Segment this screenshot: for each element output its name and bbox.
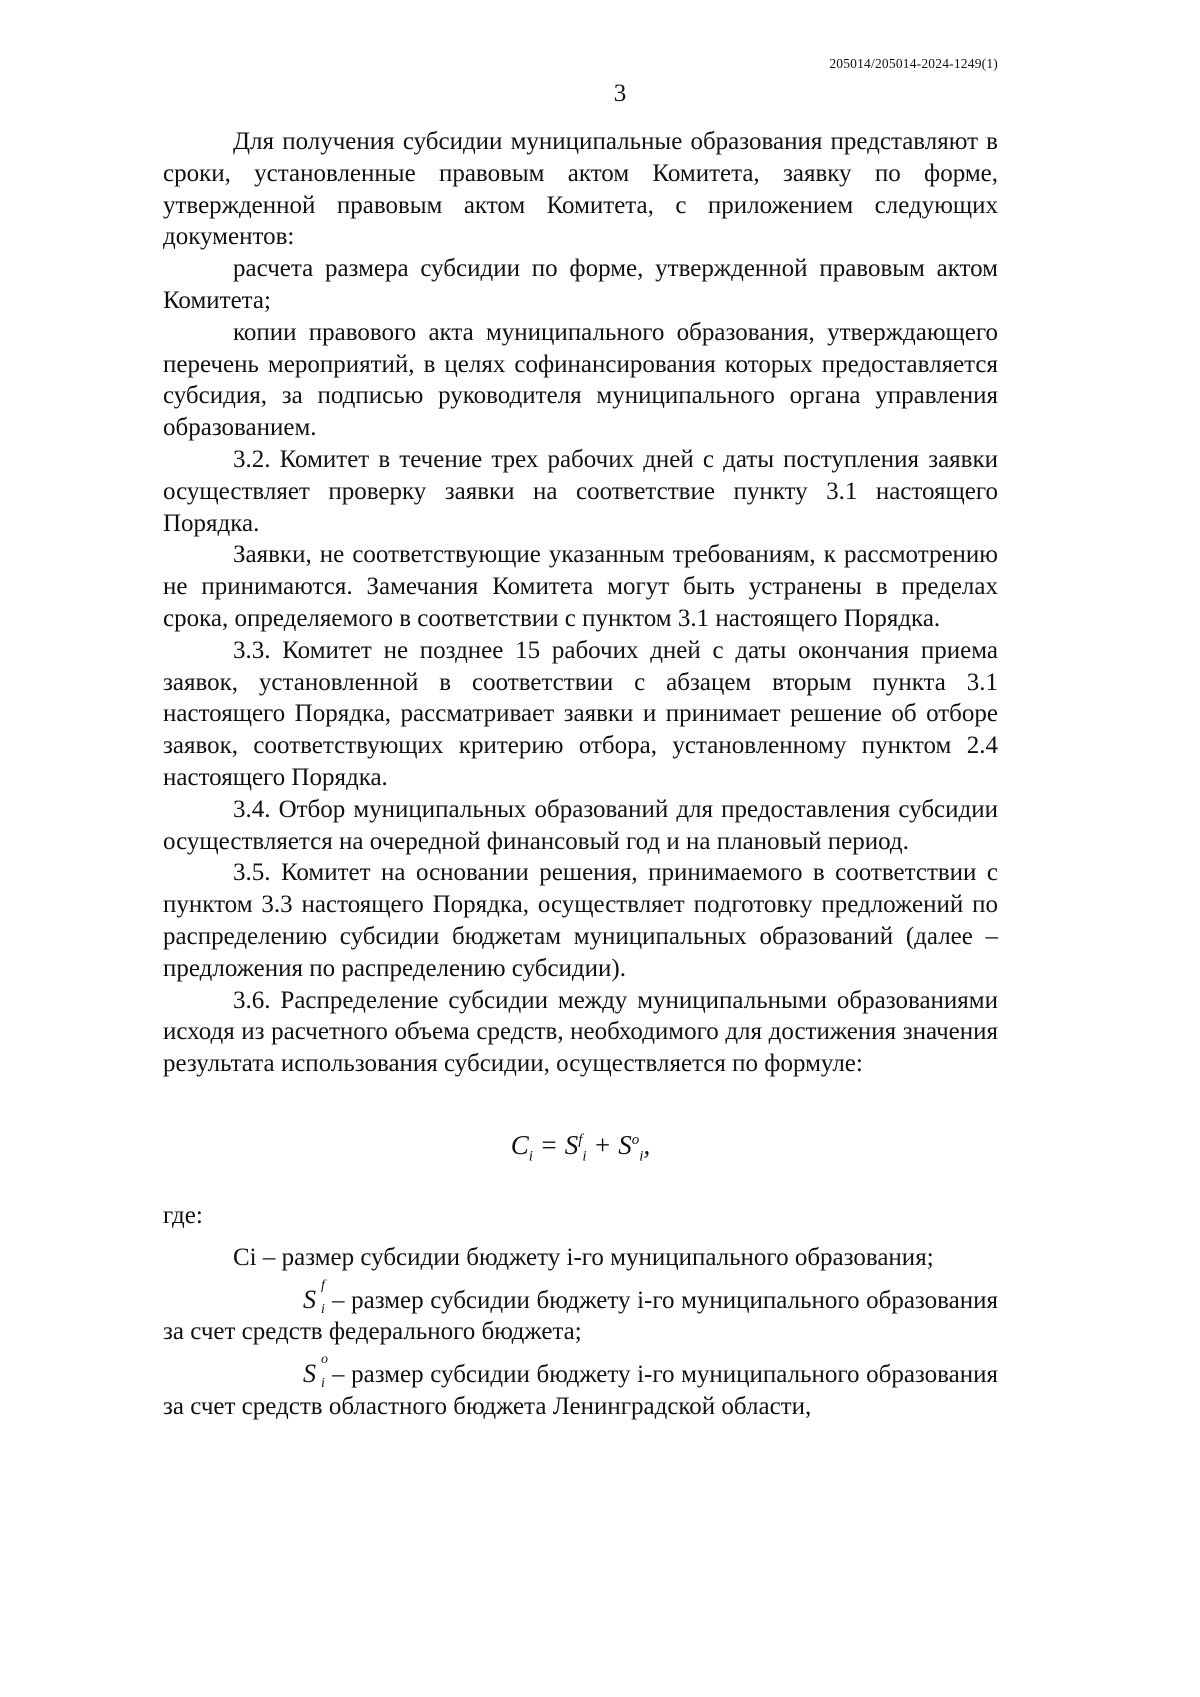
formula-plus: + (586, 1129, 619, 1160)
subsidy-formula (163, 1080, 998, 1200)
paragraph: 3.2. Комитет в течение трех рабочих дней с даты поступления заявки осуществляет проверку заявки на соответствие пункту 3.1 настоящего Порядка. (163, 445, 998, 537)
formula-lhs-index: i (528, 1148, 533, 1165)
document-body (163, 126, 998, 1423)
definition-ci: Ci – размер субсидии бюджету i-го муниципального образования; (233, 1243, 934, 1271)
formula-term-federal-sup: f (578, 1131, 583, 1148)
paragraph: Для получения субсидии муниципальные образования представляют в сроки, установленные правовым актом Комитета, заявку по форме, утвержденной правовым актом Комитета, с приложением следующих документов: (163, 128, 998, 251)
definition-so-text: – размер субсидии бюджету i-го муниципального образования за счет средств областного бюджета Ленинградской области, (163, 1361, 998, 1420)
paragraph: 3.4. Отбор муниципальных образований для предоставления субсидии осуществляется на очередной финансовый год и на плановый период. (163, 795, 998, 855)
paragraph: 3.5. Комитет на основании решения, принимаемого в соответствии с пунктом 3.3 настоящего Порядка, осуществляет подготовку предложений по распределению субсидии бюджетам муниципальных образований (далее – предложения по распределению субсидии). (163, 859, 998, 982)
paragraph: копии правового акта муниципального образования, утверждающего перечень мероприятий, в целях софинансирования которых предоставляется субсидия, за подписью руководителя муниципального органа управления образованием. (163, 318, 998, 442)
symbol-sf: S f i (303, 1277, 325, 1317)
formula-equals: = (532, 1129, 565, 1160)
definition-so (163, 1352, 998, 1423)
formula-term-federal-sub: i (582, 1148, 587, 1165)
where-label: где: (163, 1201, 203, 1229)
page-number: 3 (613, 80, 627, 107)
formula-term-regional-sub: i (639, 1148, 644, 1165)
paragraph: 3.6. Распределение субсидии между муниципальными образованиями исходя из расчетного объема средств, необходимого для достижения значения результата использования субсидии, осуществляется по формуле: (163, 986, 998, 1078)
formula-term-federal: S (564, 1129, 579, 1160)
definition-sf (163, 1277, 998, 1349)
definition-sf-text: – размер субсидии бюджету i-го муниципального образования за счет средств федерального бюджета; (163, 1286, 998, 1346)
document-id: 205014/205014-2024-1249(1) (829, 56, 998, 71)
formula-term-regional-sup: o (631, 1131, 640, 1148)
formula-lhs: C (510, 1129, 529, 1160)
paragraph: Заявки, не соответствующие указанным требованиям, к рассмотрению не принимаются. Замечания Комитета могут быть устранены в пределах срока, определяемого в соответствии с пунктом 3.1 настоящего Порядка. (163, 541, 998, 632)
formula-comma: , (643, 1129, 651, 1160)
symbol-so: S o i (303, 1352, 328, 1392)
paragraph: 3.3. Комитет не позднее 15 рабочих дней с даты окончания приема заявок, установленной в соответствии с абзацем вторым пункта 3.1 настоящего Порядка, рассматривает заявки и принимает решение об отборе заявок, соответствующих критерию отбора, установленному пунктом 2.4 настоящего Порядка. (163, 636, 998, 791)
paragraph: расчета размера субсидии по форме, утвержденной правовым актом Комитета; (163, 255, 998, 314)
formula-term-regional: S (618, 1129, 632, 1160)
